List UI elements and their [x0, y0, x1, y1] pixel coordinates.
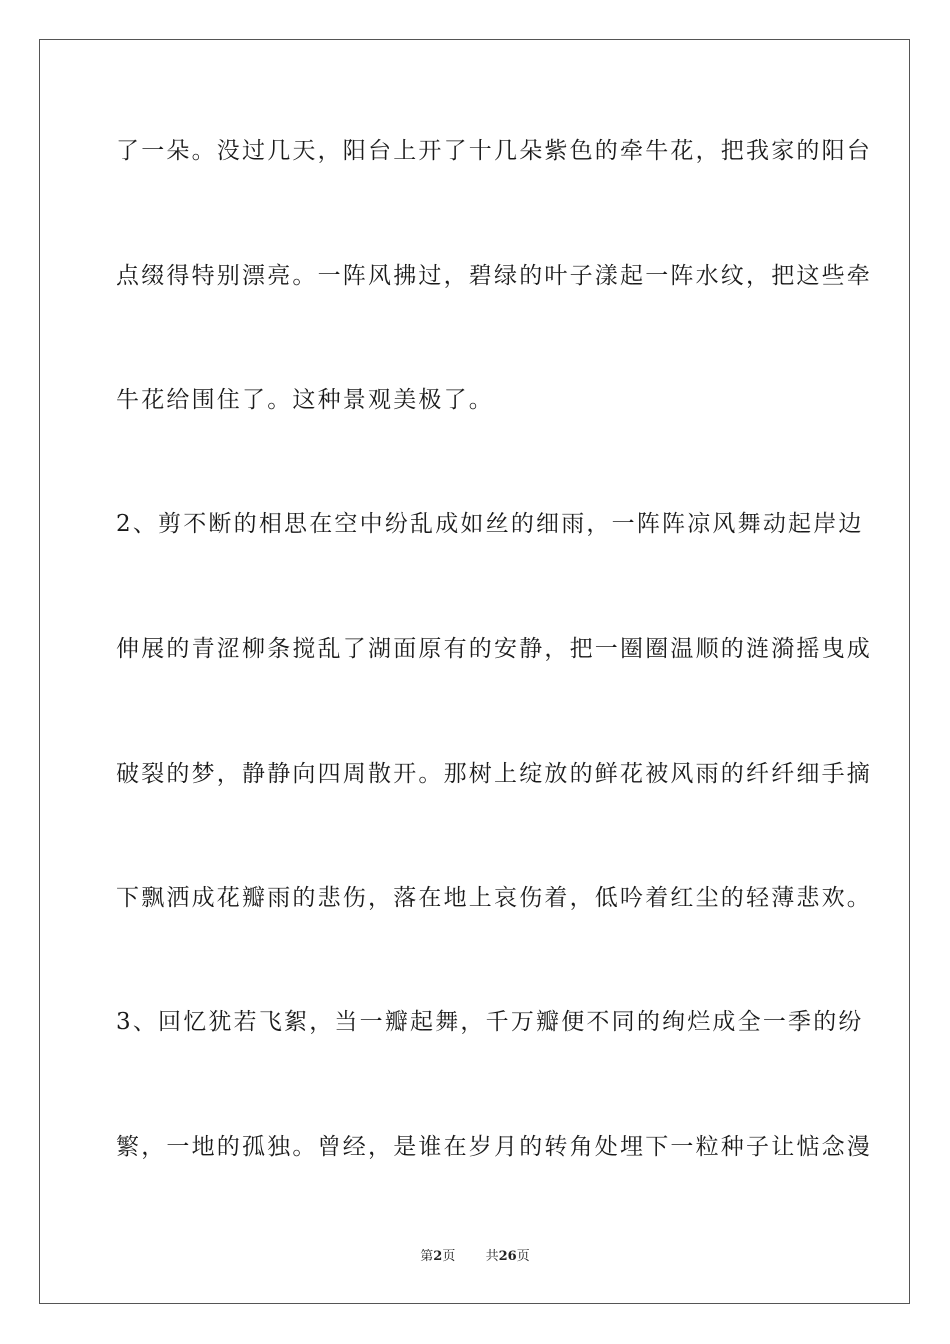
current-page-number: 2	[433, 1249, 443, 1264]
text-line-7: 下飘洒成花瓣雨的悲伤，落在地上哀伤着，低吟着红尘的轻薄悲欢。	[116, 885, 872, 911]
text-line-2: 点缀得特别漂亮。一阵风拂过，碧绿的叶子漾起一阵水纹，把这些牵	[116, 263, 872, 289]
text-line-4: 2、剪不断的相思在空中纷乱成如丝的细雨，一阵阵凉风舞动起岸边	[116, 511, 864, 537]
text-line-8: 3、回忆犹若飞絮，当一瓣起舞，千万瓣便不同的绚烂成全一季的纷	[116, 1009, 864, 1035]
text-line-1: 了一朵。没过几天，阳台上开了十几朵紫色的牵牛花，把我家的阳台	[116, 138, 872, 164]
page-border	[39, 39, 910, 1304]
text-line-5: 伸展的青涩柳条搅乱了湖面原有的安静，把一圈圈温顺的涟漪摇曳成	[116, 636, 872, 662]
text-line-9: 繁，一地的孤独。曾经，是谁在岁月的转角处埋下一粒种子让惦念漫	[116, 1134, 872, 1160]
text-line-3: 牛花给围住了。这种景观美极了。	[116, 387, 494, 413]
total-pages-label: 共26页	[485, 1249, 530, 1264]
page-number-label: 第2页	[420, 1249, 456, 1264]
page-footer	[0, 1248, 950, 1266]
text-line-6: 破裂的梦，静静向四周散开。那树上绽放的鲜花被风雨的纤纤细手摘	[116, 761, 872, 787]
total-page-count: 26	[498, 1249, 517, 1264]
